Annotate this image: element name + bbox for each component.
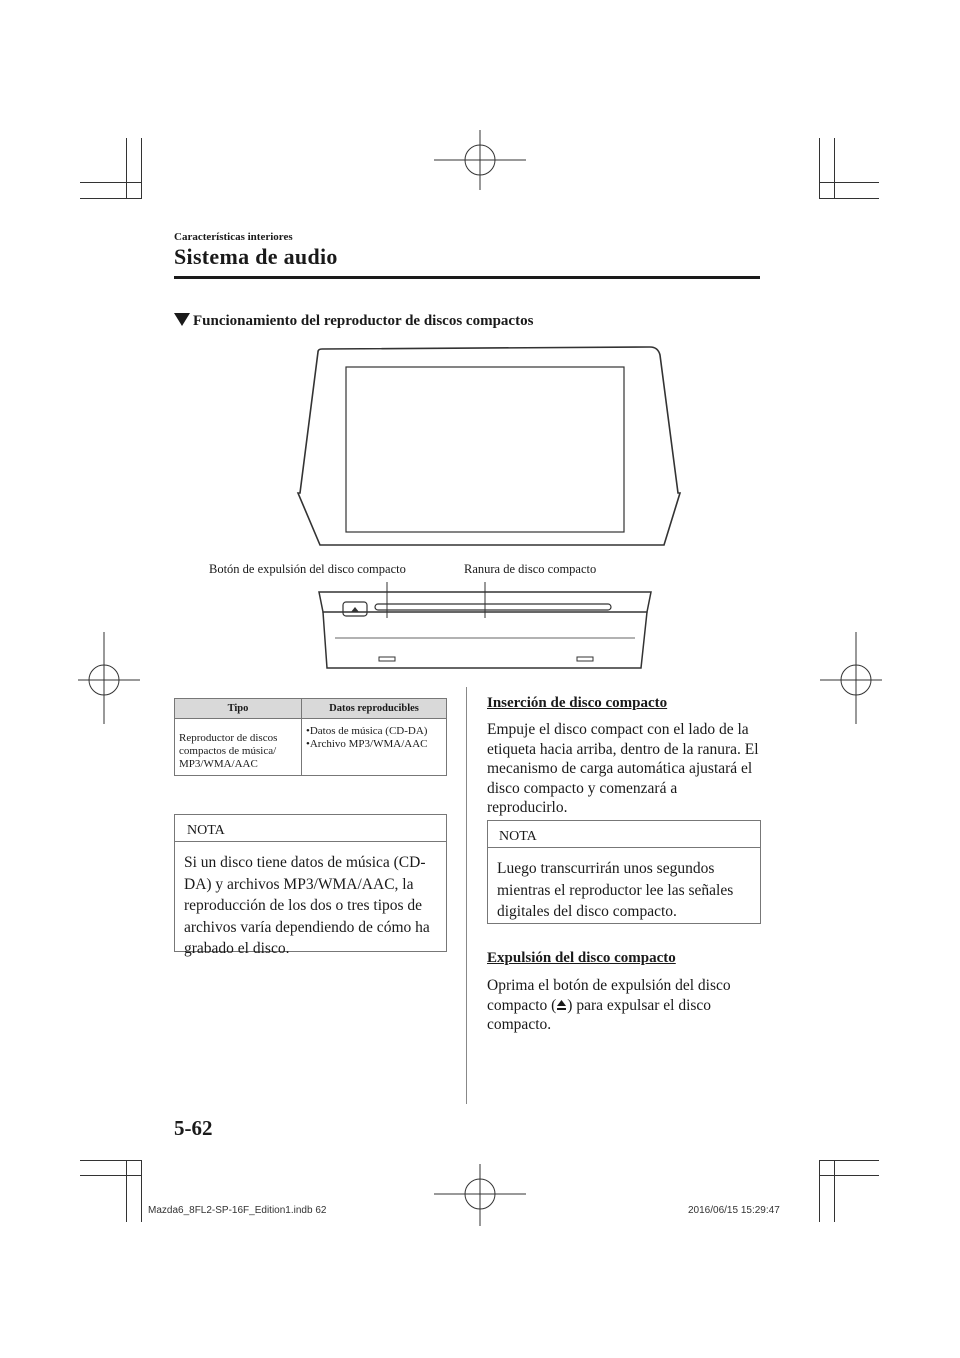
subsection-title: Funcionamiento del reproductor de discos compactos: [193, 313, 534, 329]
ejection-text: [487, 976, 759, 1035]
cd-player-illustration: [315, 578, 655, 678]
table-row: [175, 719, 447, 776]
insertion-heading: Inserción de disco compacto: [487, 695, 668, 711]
list-item: •Datos de música (CD-DA): [306, 725, 428, 737]
list-item: •Archivo MP3/WMA/AAC: [306, 738, 428, 750]
registration-target-top: [434, 130, 526, 190]
table-cell-type: Reproductor de discos compactos de música/ MP3/WMA/AAC: [175, 719, 302, 776]
disc-slot: [375, 604, 611, 610]
note-box-left: [174, 814, 447, 957]
registration-target-bottom: [434, 1164, 526, 1226]
table-header-type: Tipo: [175, 699, 302, 719]
note-heading: NOTA: [175, 815, 446, 842]
display-screen-illustration: [290, 345, 690, 550]
eject-button-label: Botón de expulsión del disco compacto: [209, 562, 406, 576]
display-panel: [346, 367, 624, 532]
page-number: 5-62: [174, 1116, 213, 1140]
eject-icon: [351, 607, 359, 612]
note-text: Si un disco tiene datos de música (CD-DA) y archivos MP3/WMA/AAC, la reproducción de los dos o tres tipos de archivos varía dependiendo de cómo ha grabado el disco.: [184, 854, 430, 957]
registration-target-right: [820, 632, 882, 724]
note-text: Luego transcurrirán unos segundos mientras el reproductor lee las señales digitales del disco compacto.: [497, 860, 734, 920]
table-header-data: Datos reproducibles: [302, 699, 447, 719]
footer-timestamp: 2016/06/15 15:29:47: [688, 1205, 780, 1216]
section-label: Características interiores: [174, 231, 293, 243]
table-cell-data: [302, 719, 447, 776]
section-title: Sistema de audio: [174, 244, 338, 269]
note-box-right: [487, 820, 761, 924]
disc-slot-label: Ranura de disco compacto: [464, 562, 597, 576]
eject-icon: [556, 997, 567, 1014]
down-triangle-icon: [174, 313, 190, 326]
column-divider: [466, 687, 467, 1104]
insertion-text: Empuje el disco compact con el lado de la etiqueta hacia arriba, dentro de la ranura. El mecanismo de carga automática ajustará el disco compacto y comenzará a reproducirlo.: [487, 721, 759, 816]
ejection-text-start: Oprima el botón de expulsión del disco compacto (: [487, 977, 731, 1014]
ejection-heading: Expulsión del disco compacto: [487, 950, 676, 966]
subsection-heading: [174, 313, 533, 330]
note-heading: NOTA: [488, 821, 760, 848]
ejection-text-end: ) para expulsar el disco compacto.: [487, 996, 712, 1033]
playable-data-table: [174, 698, 447, 776]
title-rule: [174, 276, 760, 279]
registration-target-left: [78, 632, 140, 724]
footer-filename: Mazda6_8FL2-SP-16F_Edition1.indb 62: [148, 1205, 327, 1216]
